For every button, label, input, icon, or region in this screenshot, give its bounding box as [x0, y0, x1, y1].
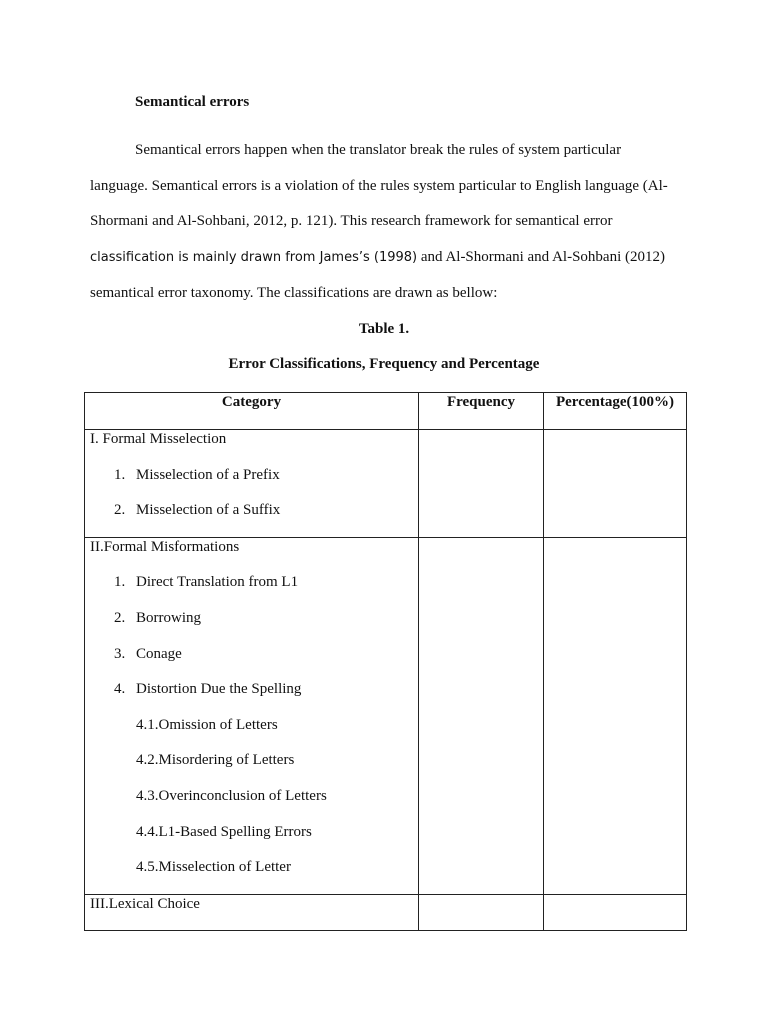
- paragraph-line-1: Semantical errors happen when the translator break the rules of system particular: [135, 142, 622, 158]
- paragraph-line-4-sans: classification is mainly drawn from James’s (1998): [90, 250, 418, 265]
- frequency-cell: [419, 430, 544, 538]
- sub-list-item: 4.3.Overinconclusion of Letters: [136, 787, 327, 804]
- list-item: 4. Distortion Due the Spelling: [114, 681, 302, 698]
- paragraph-line-2: language. Semantical errors is a violation of the rules system particular to English language (Al-: [90, 178, 668, 194]
- group-title: I. Formal Misselection: [90, 431, 227, 447]
- paragraph-line-4-rest: and Al-Shormani and Al-Sohbani (2012): [417, 249, 665, 265]
- percentage-cell: [544, 537, 687, 894]
- table-header-row: [85, 393, 687, 430]
- sub-list-item: 4.5.Misselection of Letter: [136, 859, 291, 876]
- frequency-cell: [419, 537, 544, 894]
- error-classification-table: [84, 392, 687, 931]
- percentage-cell: [544, 894, 687, 931]
- category-cell: [85, 430, 419, 538]
- sub-list-item: 4.1.Omission of Letters: [136, 716, 278, 733]
- list-item: 3. Conage: [114, 645, 182, 662]
- column-header-category: Category: [85, 393, 419, 430]
- paragraph-line-4: [90, 248, 665, 267]
- table-title: Error Classifications, Frequency and Percentage: [228, 356, 540, 372]
- category-cell: [85, 894, 419, 931]
- list-item: 1. Direct Translation from L1: [114, 574, 299, 591]
- table-row: [85, 430, 687, 538]
- paragraph-line-5: semantical error taxonomy. The classifications are drawn as bellow:: [90, 285, 498, 301]
- group-title: III.Lexical Choice: [90, 895, 200, 912]
- percentage-cell: [544, 430, 687, 538]
- group-title: II.Formal Misformations: [90, 538, 240, 555]
- paragraph-line-3: Shormani and Al-Sohbani, 2012, p. 121). This research framework for semantical error: [90, 213, 613, 229]
- category-cell: [85, 537, 419, 894]
- sub-list-item: 4.4.L1-Based Spelling Errors: [136, 823, 312, 840]
- frequency-cell: [419, 894, 544, 931]
- list-item: 2. Borrowing: [114, 609, 201, 626]
- sub-list-item: 4.2.Misordering of Letters: [136, 752, 295, 769]
- list-item: 2. Misselection of a Suffix: [114, 502, 281, 519]
- table-label: Table 1.: [358, 321, 410, 337]
- column-header-percentage: Percentage(100%): [544, 393, 687, 430]
- list-item: 1. Misselection of a Prefix: [114, 466, 280, 483]
- column-header-frequency: Frequency: [419, 393, 544, 430]
- section-heading: Semantical errors: [135, 94, 250, 110]
- table-row: [85, 894, 687, 931]
- table-row: [85, 537, 687, 894]
